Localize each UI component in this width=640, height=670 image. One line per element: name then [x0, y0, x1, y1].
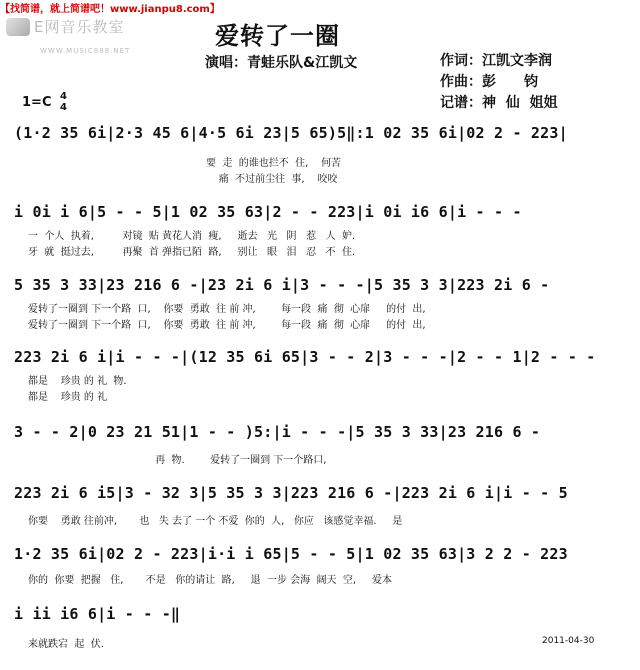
lyric-line: 你要 勇敢 往前冲, 也 失 去了 一个 不爱 你的 人, 你应 该感觉幸福. 是	[28, 516, 403, 527]
credits-block	[440, 51, 558, 114]
site-url: WWW.MUSIC888.NET	[40, 47, 131, 55]
lyric-line: 都是 珍贵 的 礼	[28, 392, 108, 403]
site-banner: 【找简谱，就上简谱吧！www.jianpu8.com】	[0, 4, 220, 15]
meter-bottom: 4	[60, 102, 67, 113]
notes-line: 223 2i 6 i5|3 - 32 3|5 35 3 3|223 216 6 -|223 2i 6 i|i - - 5	[14, 484, 568, 502]
notes-line: 3 - - 2|0 23 21 51|1 - - )5:|i - - -|5 35 3 33|23 216 6 -	[14, 423, 541, 441]
lyric-line: 都是 珍贵 的 礼 物.	[28, 376, 127, 387]
transcriber-credit: 记谱：神 仙 姐姐	[440, 95, 558, 111]
lyric-line: 你的 你要 把握 住, 不是 你的请让 路, 退 一步 会海 阔天 空, 爱本	[28, 575, 392, 586]
lyric-line: 来就跌宕 起 伏.	[28, 639, 104, 650]
time-signature	[60, 91, 67, 113]
logo-text: E网音乐教室	[34, 18, 125, 36]
lyric-line: 要 走 的谁也拦不 住, 何苦	[28, 158, 341, 169]
lyricist-credit: 作词：江凯文李润	[440, 53, 552, 69]
composer-credit: 作曲：彭 钧	[440, 74, 538, 90]
notes-line: 223 2i 6 i|i - - -|(12 35 6i 65|3 - - 2|3 - - -|2 - - 1|2 - - -	[14, 348, 596, 366]
meter-top: 4	[60, 91, 67, 102]
singer-credit: 演唱：青蛙乐队&江凯文	[205, 55, 358, 71]
lyric-line: 爱转了一圈到 下一个路 口, 你要 勇敢 往 前 冲, 每一段 痛 彻 心扉 的付 出,	[28, 320, 426, 331]
logo-icon	[6, 18, 30, 36]
notes-line: 1·2 35 6i|02 2 - 223|i·i i 65|5 - - 5|1 02 35 63|3 2 2 - 223	[14, 545, 568, 563]
lyric-line: 再 物. 爱转了一圈到 下一个路口,	[28, 455, 327, 466]
lyric-line: 一 个人 执着, 对镜 贴 黄花人消 瘦, 逝去 光 阴 惹 人 妒.	[28, 231, 356, 242]
notes-line: i 0i i 6|5 - - 5|1 02 35 63|2 - - 223|i 0i i6 6|i - - -	[14, 203, 522, 221]
site-logo	[6, 16, 124, 37]
lyric-line: 痛 不过前尘往 事, 咬咬	[28, 174, 338, 185]
lyric-line: 牙 就 挺过去, 再聚 首 弹指已陌 路, 别让 眼 泪 忍 不 住.	[28, 247, 356, 258]
notes-line: 5 35 3 33|23 216 6 -|23 2i 6 i|3 - - -|5 35 3 3|223 2i 6 -	[14, 276, 550, 294]
lyric-line: 爱转了一圈到 下一个路 口, 你要 勇敢 往 前 冲, 每一段 痛 彻 心扉 的付 出,	[28, 304, 426, 315]
notes-line: (1·2 35 6i|2·3 45 6|4·5 6i 23|5 65)5‖:1 02 35 6i|02 2 - 223|	[14, 124, 568, 142]
song-title: 爱转了一圈	[215, 22, 340, 50]
key-signature: 1=C	[22, 95, 52, 110]
date-stamp: 2011-04-30	[542, 636, 595, 646]
notes-line: i ii i6 6|i - - -‖	[14, 605, 181, 623]
